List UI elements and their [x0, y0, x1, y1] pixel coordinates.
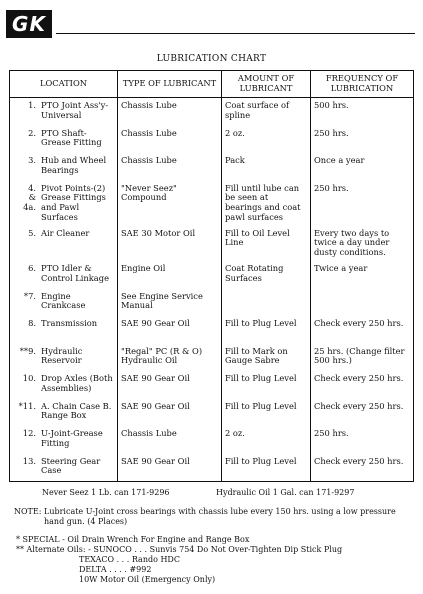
location-cell [10, 316, 118, 344]
lubricant-amount-cell: Coat surface of spline [222, 98, 311, 126]
lubricant-type-cell: Chassis Lube [118, 153, 222, 181]
location-text: PTO Idler & Control Linkage [41, 263, 109, 283]
location-text: Drop Axles (Both Assemblies) [41, 373, 113, 393]
location-cell [10, 344, 118, 372]
location-text: Pivot Points-(2) Grease Fittings and Pawl Surfaces [41, 182, 106, 222]
note-label: NOTE: [14, 507, 42, 516]
note [14, 507, 410, 527]
row-number: *7. [23, 290, 36, 301]
row-number: 2. [28, 127, 36, 138]
location-text: Steering Gear Case [41, 455, 101, 476]
row-number: 6. [28, 263, 36, 274]
alternate-oil-delta: DELTA . . . . #992 [79, 565, 152, 574]
alternate-oil-motor: 10W Motor Oil (Emergency Only) [79, 575, 216, 584]
lubrication-frequency-cell: Every two days to twice a day under dusty conditions. [311, 226, 414, 261]
location-text: Air Cleaner [41, 227, 90, 238]
location-cell [10, 181, 118, 226]
lubrication-frequency-cell: Check every 250 hrs. [311, 454, 414, 482]
table-row [10, 98, 414, 126]
row-number: 4. & 4a. [23, 182, 36, 213]
table-row [10, 399, 414, 427]
lubricant-type-cell: Chassis Lube [118, 98, 222, 126]
lubricant-amount-cell: Fill until lube can be seen at bearings and coat pawl surfaces [222, 181, 311, 226]
hydraulic-oil-quantity: Hydraulic Oil 1 Gal. can 171-9297 [216, 488, 355, 497]
row-number: 10. [22, 373, 36, 384]
lubricant-amount-cell: Pack [222, 153, 311, 181]
location-cell [10, 261, 118, 289]
table-row [10, 316, 414, 344]
lubricant-amount-cell: Fill to Oil Level Line [222, 226, 311, 261]
table-row [10, 181, 414, 226]
row-number: 13. [22, 455, 36, 466]
never-seez-quantity: Never Seez 1 Lb. can 171-9296 [42, 488, 170, 497]
table-row [10, 371, 414, 399]
lubrication-frequency-cell [311, 289, 414, 317]
lubrication-frequency-cell: 25 hrs. (Change filter 500 hrs.) [311, 344, 414, 372]
lubricant-type-cell: Chassis Lube [118, 126, 222, 154]
lubricant-amount-cell: 2 oz. [222, 126, 311, 154]
lubricant-amount-cell: Fill to Mark on Gauge Sabre [222, 344, 311, 372]
lubrication-table [9, 70, 414, 482]
row-number: 1. [28, 100, 36, 110]
lubricant-type-cell: "Never Seez" Compound [118, 181, 222, 226]
row-number: 12. [22, 428, 36, 439]
lubricant-amount-cell: 2 oz. [222, 426, 311, 454]
location-text: PTO Shaft-Grease Fitting [41, 127, 102, 148]
lubricant-type-cell: SAE 90 Gear Oil [118, 454, 222, 482]
lubricant-amount-cell: Fill to Plug Level [222, 371, 311, 399]
location-cell [10, 399, 118, 427]
table-header-row [10, 71, 414, 98]
lubrication-frequency-cell: 250 hrs. [311, 426, 414, 454]
lubricant-amount-cell: Coat Rotating Surfaces [222, 261, 311, 289]
location-text: Hub and Wheel Bearings [41, 155, 107, 175]
lubricant-amount-cell: Fill to Plug Level [222, 399, 311, 427]
lubrication-frequency-cell: Check every 250 hrs. [311, 399, 414, 427]
location-cell [10, 289, 118, 317]
lubricant-type-cell: SAE 30 Motor Oil [118, 226, 222, 261]
location-cell [10, 153, 118, 181]
location-text: A. Chain Case B. Range Box [41, 400, 112, 421]
location-cell [10, 371, 118, 399]
lubrication-frequency-cell: Check every 250 hrs. [311, 371, 414, 399]
lubrication-frequency-cell: 250 hrs. [311, 181, 414, 226]
table-row [10, 289, 414, 317]
table-row [10, 226, 414, 261]
location-text: Engine Crankcase [41, 290, 86, 311]
page-title: LUBRICATION CHART [156, 54, 267, 64]
lubricant-amount-cell: Fill to Plug Level [222, 454, 311, 482]
row-number: *11. [18, 400, 36, 411]
row-number: 3. [28, 155, 36, 165]
header-rule [56, 33, 415, 34]
location-cell [10, 454, 118, 482]
gk-logo: GK [6, 10, 52, 38]
table-row [10, 126, 414, 154]
table-row [10, 261, 414, 289]
lubrication-frequency-cell: Check every 250 hrs. [311, 316, 414, 344]
lubricant-amount-cell: Fill to Plug Level [222, 316, 311, 344]
alternate-oil-texaco: TEXACO . . . Rando HDC [79, 555, 180, 564]
alternate-oils-label: ** Alternate Oils: - SUNOCO . . . Sunvis 754 Do Not Over-Tighten Dip Stick Plug [16, 545, 343, 554]
lubricant-type-cell: Chassis Lube [118, 426, 222, 454]
column-header-amount: AMOUNT OF LUBRICANT [222, 71, 311, 98]
table-row [10, 344, 414, 372]
lubrication-frequency-cell: Once a year [311, 153, 414, 181]
row-number: 8. [28, 318, 36, 329]
column-header-frequency: FREQUENCY OF LUBRICATION [311, 71, 414, 98]
lubrication-frequency-cell: Twice a year [311, 261, 414, 289]
location-cell [10, 126, 118, 154]
row-number: **9. [19, 345, 36, 356]
row-number: 5. [28, 227, 36, 238]
lubrication-frequency-cell: 500 hrs. [311, 98, 414, 126]
column-header-type: TYPE OF LUBRICANT [118, 71, 222, 98]
location-cell [10, 98, 118, 126]
table-row [10, 426, 414, 454]
location-cell [10, 226, 118, 261]
location-text: Hydraulic Reservoir [41, 345, 83, 366]
note-text: Lubricate U-Joint cross bearings with chassis lube every 150 hrs. using a low pressure hand gun. (4 Places) [44, 507, 396, 526]
location-text: PTO Joint Ass'y-Universal [41, 100, 109, 120]
location-text: U-Joint-Grease Fitting [41, 428, 103, 448]
lubricant-type-cell: Engine Oil [118, 261, 222, 289]
table-row [10, 454, 414, 482]
lubrication-frequency-cell: 250 hrs. [311, 126, 414, 154]
lubricant-type-cell: "Regal" PC (R & O) Hydraulic Oil [118, 344, 222, 372]
lubricant-type-cell: SAE 90 Gear Oil [118, 399, 222, 427]
lubricant-amount-cell [222, 289, 311, 317]
location-cell [10, 426, 118, 454]
location-text: Transmission [41, 318, 98, 329]
table-row [10, 153, 414, 181]
column-header-location: LOCATION [10, 71, 118, 98]
lubricant-type-cell: SAE 90 Gear Oil [118, 371, 222, 399]
special-note: * SPECIAL - Oil Drain Wrench For Engine and Range Box [16, 535, 250, 544]
lubricant-type-cell: SAE 90 Gear Oil [118, 316, 222, 344]
lubricant-type-cell: See Engine Service Manual [118, 289, 222, 317]
